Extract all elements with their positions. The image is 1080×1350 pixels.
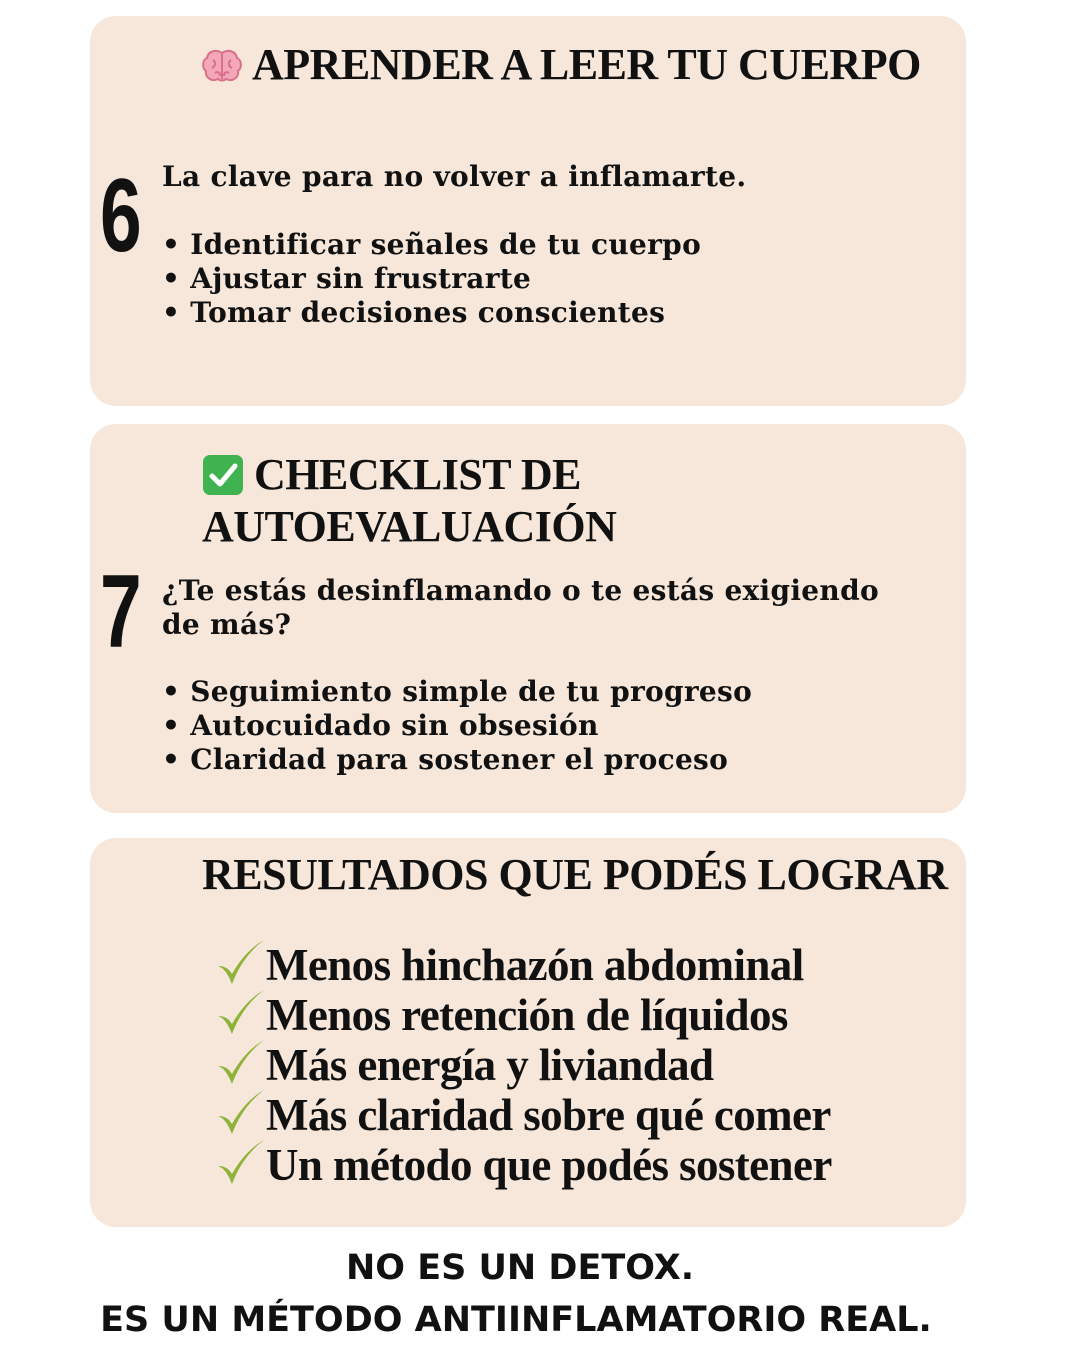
result-text: Más claridad sobre qué comer bbox=[266, 1090, 831, 1140]
section-6-card bbox=[90, 16, 966, 406]
green-check-icon bbox=[214, 1088, 266, 1138]
footer-line-1: NO ES UN DETOX. bbox=[345, 1248, 695, 1288]
section-6-lead: La clave para no volver a inflamarte. bbox=[162, 160, 747, 193]
section-7-lead: ¿Te estás desinflamando o te estás exigiendo de más? bbox=[162, 574, 879, 641]
results-title: RESULTADOS QUE PODÉS LOGRAR bbox=[202, 850, 948, 899]
result-item bbox=[214, 988, 832, 1038]
list-item: • Seguimiento simple de tu progreso bbox=[162, 675, 752, 709]
result-item bbox=[214, 1038, 832, 1088]
green-check-icon bbox=[214, 1138, 266, 1188]
green-check-icon bbox=[214, 1038, 266, 1088]
list-item: • Ajustar sin frustrarte bbox=[162, 262, 701, 296]
result-text: Un método que podés sostener bbox=[266, 1140, 832, 1190]
step-number-6: 6 bbox=[100, 158, 142, 274]
section-7-title-line-2: AUTOEVALUACIÓN bbox=[202, 501, 617, 551]
green-check-icon bbox=[214, 938, 266, 988]
brain-icon bbox=[202, 46, 242, 91]
list-item: • Autocuidado sin obsesión bbox=[162, 709, 752, 743]
result-text: Menos retención de líquidos bbox=[266, 990, 788, 1040]
result-item bbox=[214, 938, 832, 988]
step-number-7: 7 bbox=[100, 554, 142, 670]
section-7-title bbox=[202, 452, 616, 549]
result-item bbox=[214, 1138, 832, 1188]
list-item: • Tomar decisiones conscientes bbox=[162, 296, 701, 330]
result-text: Más energía y liviandad bbox=[266, 1040, 714, 1090]
footer-line-2: ES UN MÉTODO ANTIINFLAMATORIO REAL. bbox=[100, 1300, 932, 1340]
section-7-title-line-1: CHECKLIST DE bbox=[254, 450, 581, 499]
results-list bbox=[214, 938, 832, 1188]
list-item: • Claridad para sostener el proceso bbox=[162, 743, 752, 777]
section-6-title-text: APRENDER A LEER TU CUERPO bbox=[252, 40, 921, 89]
result-item bbox=[214, 1088, 832, 1138]
results-card bbox=[90, 838, 966, 1227]
section-6-title bbox=[202, 42, 921, 91]
green-check-icon bbox=[214, 988, 266, 1038]
section-6-bullet-list bbox=[162, 228, 701, 330]
result-text: Menos hinchazón abdominal bbox=[266, 940, 804, 990]
section-7-bullet-list bbox=[162, 675, 752, 777]
list-item: • Identificar señales de tu cuerpo bbox=[162, 228, 701, 262]
section-7-card bbox=[90, 424, 966, 813]
check-mark-button-icon bbox=[202, 454, 244, 504]
